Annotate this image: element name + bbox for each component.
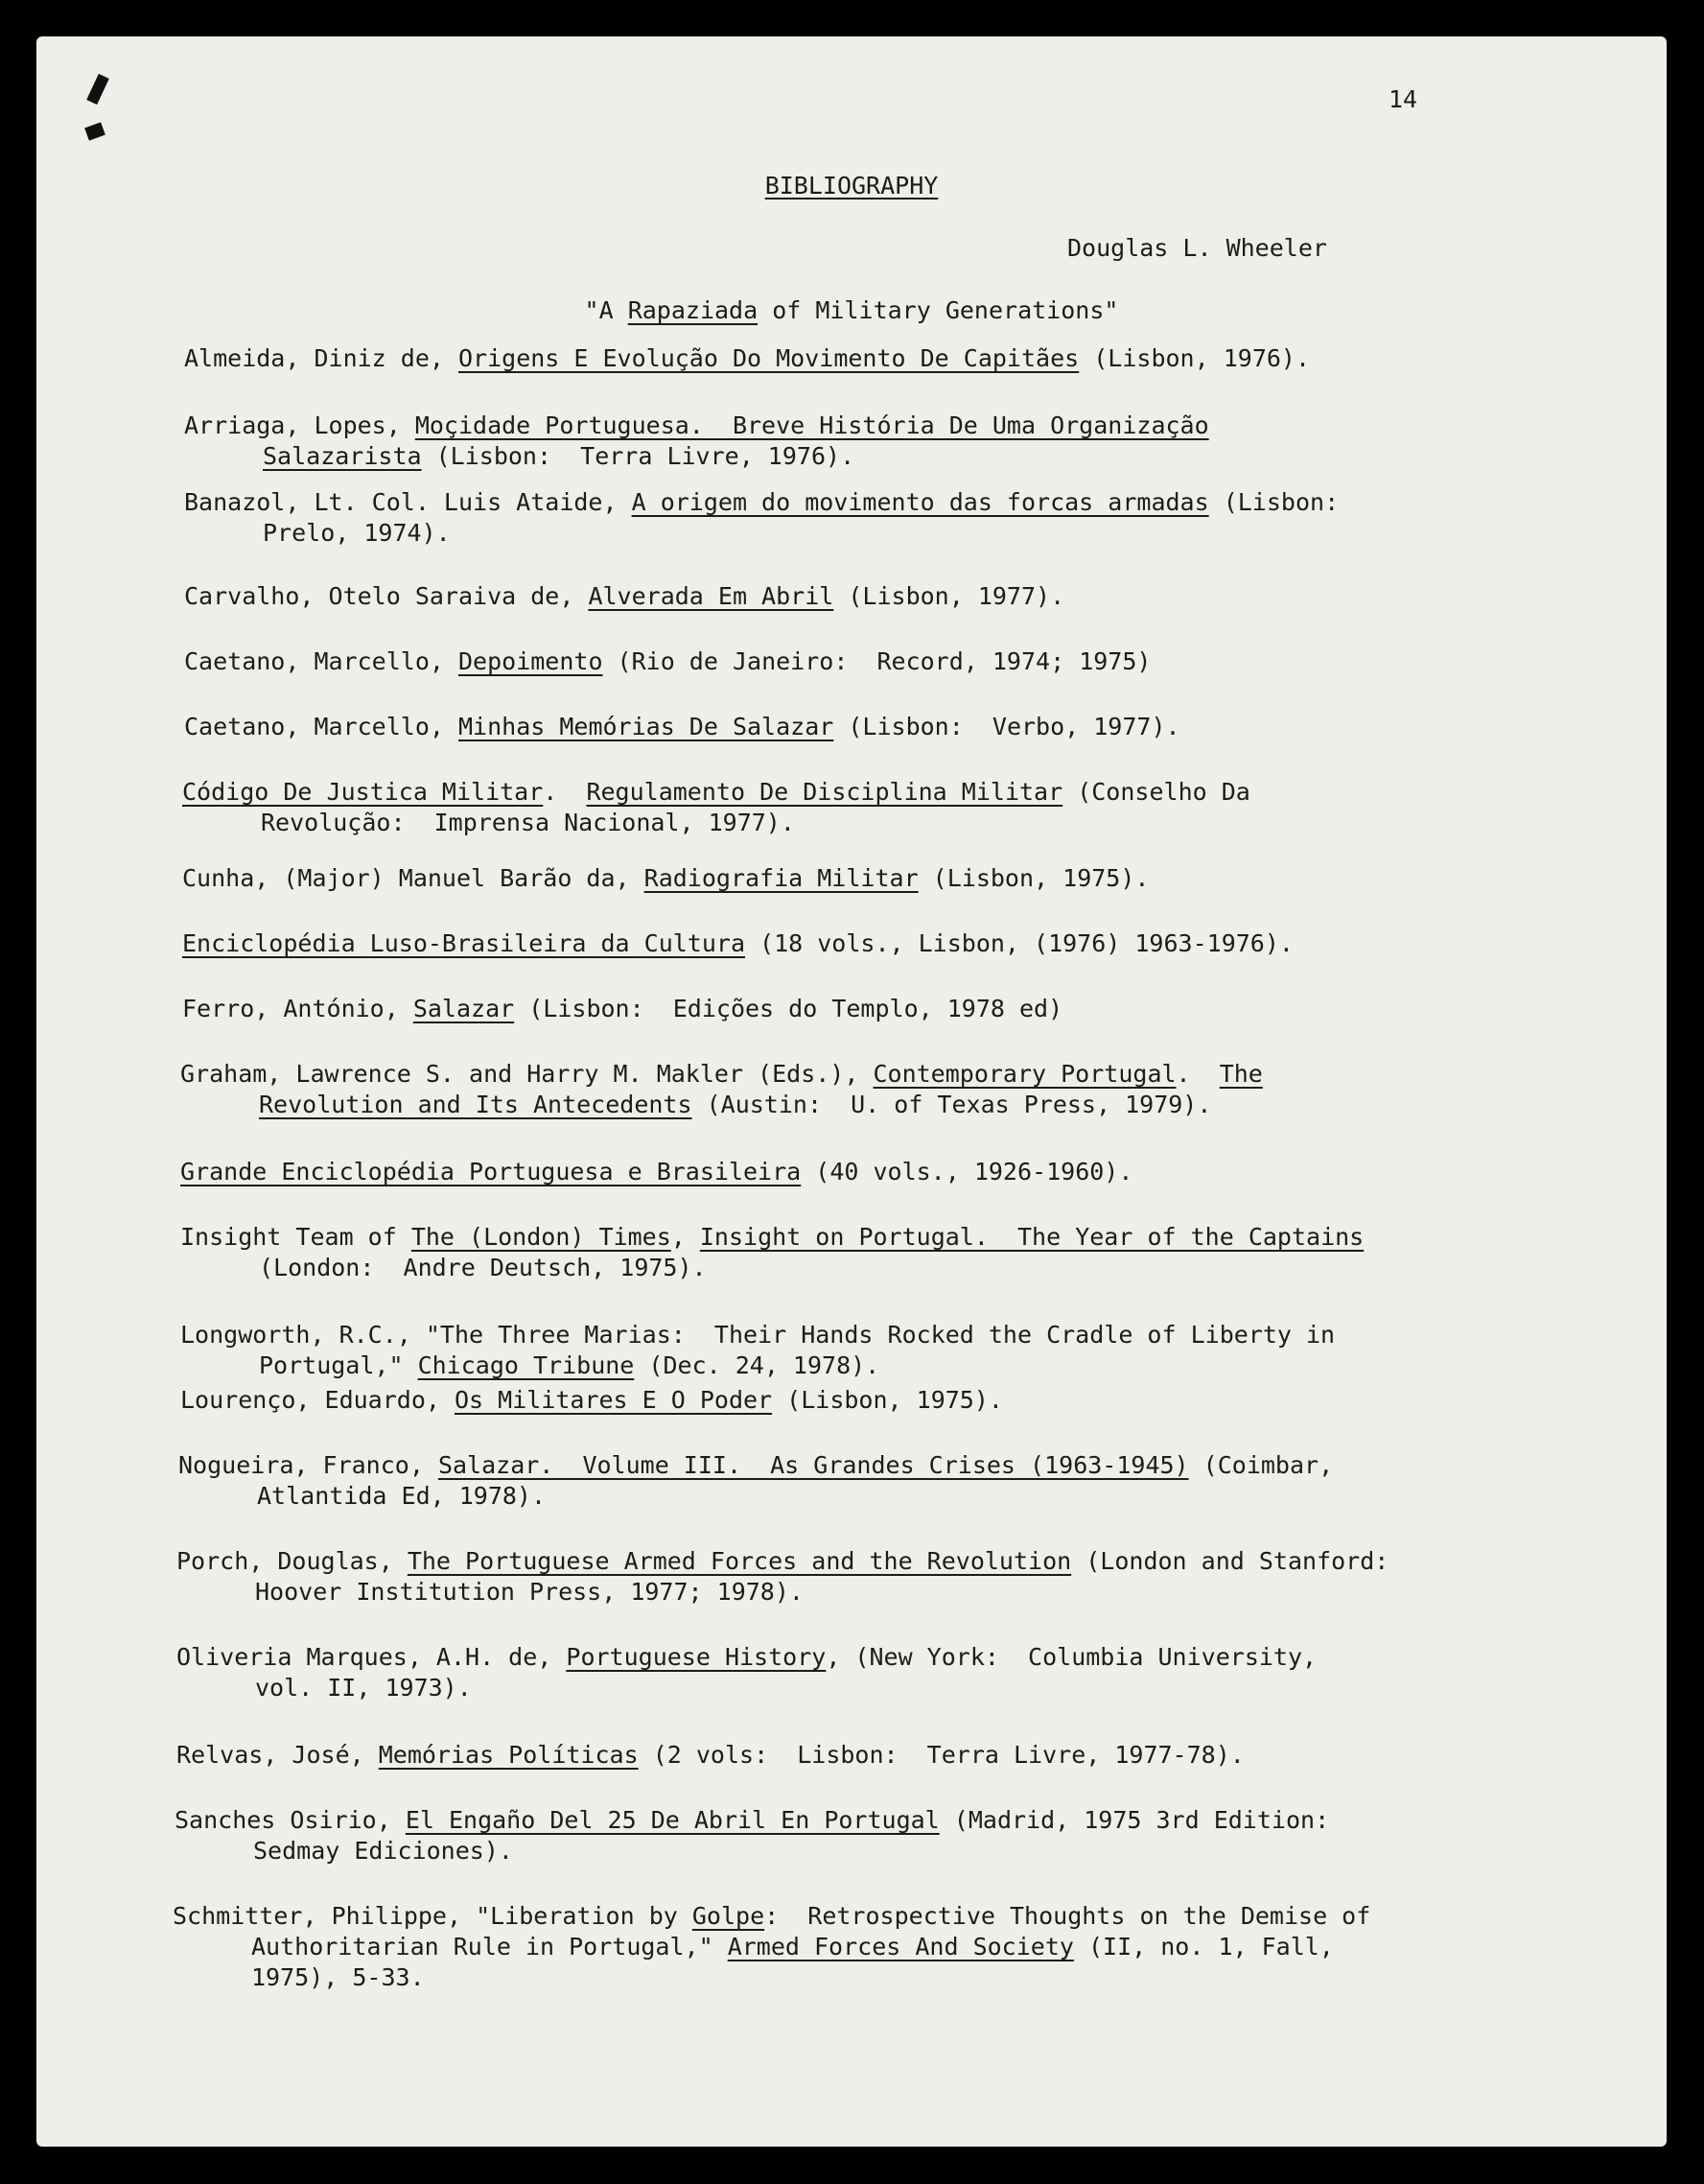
entry-text: Authoritarian Rule in Portugal," <box>251 1933 728 1961</box>
entry-line <box>176 1673 1576 1703</box>
entry-text: (Rio de Janeiro: Record, 1974; 1975) <box>602 647 1152 675</box>
underlined-title: Contemporary Portugal <box>873 1060 1177 1088</box>
entry-line <box>184 411 1584 441</box>
underlined-title: Minhas Memórias De Salazar <box>457 713 834 740</box>
underlined-title: A origem do movimento das forcas armadas <box>631 488 1209 516</box>
entry-text: (Lisbon: Verbo, 1977). <box>833 713 1180 740</box>
entry-text: (Lisbon: Terra Livre, 1976). <box>421 442 855 470</box>
entry-line <box>182 777 1582 808</box>
entry-text: Almeida, Diniz de, <box>184 344 458 372</box>
entry-text: Sedmay Ediciones). <box>253 1837 513 1865</box>
bibliography-entry <box>180 1157 1580 1187</box>
underlined-title: Grande Enciclopédia Portuguesa e Brasileira <box>180 1158 802 1186</box>
entry-line <box>184 487 1584 518</box>
entry-text: Portugal," <box>259 1351 418 1379</box>
underlined-title: Salazar. Volume III. As Grandes Crises (1963-1945) <box>437 1451 1189 1479</box>
underlined-title: Depoimento <box>457 647 603 675</box>
bibliography-entry <box>182 777 1582 838</box>
entry-text: Caetano, Marcello, <box>184 647 458 675</box>
author-name: Douglas L. Wheeler <box>1067 234 1327 262</box>
entry-line <box>184 518 1584 549</box>
entry-text: Prelo, 1974). <box>263 519 451 547</box>
entry-text: (Austin: U. of Texas Press, 1979). <box>691 1091 1212 1118</box>
underlined-title: The Portuguese Armed Forces and the Revolution <box>407 1547 1072 1575</box>
underlined-title: Golpe <box>691 1902 765 1930</box>
entry-text: (Conselho Da <box>1062 778 1250 806</box>
entry-text: , <box>670 1223 700 1251</box>
underlined-title: Regulamento De Disciplina Militar <box>586 778 1063 806</box>
entry-text: Lourenço, Eduardo, <box>180 1386 455 1414</box>
underlined-title: Alverada Em Abril <box>588 582 834 610</box>
bibliography-entry <box>176 1740 1576 1771</box>
underlined-title: Radiografia Militar <box>643 864 919 892</box>
bibliography-entry <box>176 1546 1576 1608</box>
entry-line <box>178 1481 1578 1512</box>
entry-line <box>180 1222 1580 1253</box>
underlined-title: Código De Justica Militar <box>182 778 544 806</box>
entry-text: Longworth, R.C., "The Three Marias: Their Hands Rocked the Cradle of Liberty in <box>180 1321 1336 1349</box>
entry-text: Relvas, José, <box>176 1741 379 1769</box>
underlined-title: The (London) Times <box>410 1223 671 1251</box>
bibliography-entry <box>184 712 1584 742</box>
entry-line <box>182 808 1582 838</box>
entry-line <box>176 1740 1576 1771</box>
bibliography-entry <box>178 1450 1578 1512</box>
entry-text: (2 vols: Lisbon: Terra Livre, 1977-78). <box>638 1741 1245 1769</box>
entry-line <box>184 343 1584 374</box>
ink-mark <box>84 122 105 140</box>
entry-line <box>175 1836 1575 1867</box>
bibliography-entry <box>182 863 1582 894</box>
entry-text: (Madrid, 1975 3rd Edition: <box>939 1806 1330 1834</box>
bibliography-entry <box>184 411 1584 472</box>
entry-text: (London and Stanford: <box>1071 1547 1389 1575</box>
bibliography-entry <box>184 343 1584 374</box>
underlined-title: Moçidade Portuguesa. Breve História De Uma Organização <box>414 411 1209 439</box>
entry-text: Oliveria Marques, A.H. de, <box>176 1643 567 1671</box>
entry-text: Arriaga, Lopes, <box>184 411 415 439</box>
entry-line <box>173 1962 1573 1993</box>
underlined-title: Armed Forces And Society <box>727 1933 1074 1961</box>
underlined-title: Insight on Portugal. The Year of the Captains <box>699 1223 1365 1251</box>
entry-text: 1975), 5-33. <box>251 1963 425 1991</box>
entry-text: . <box>1176 1060 1220 1088</box>
bibliography-entry <box>182 994 1582 1024</box>
entry-text: (Lisbon, 1977). <box>833 582 1065 610</box>
entry-line <box>184 441 1584 472</box>
underlined-title: Salazar <box>412 995 515 1022</box>
entry-text: Insight Team of <box>180 1223 411 1251</box>
underlined-title: Enciclopédia Luso-Brasileira da Cultura <box>182 929 745 957</box>
bibliography-entry <box>176 1642 1576 1703</box>
entry-text: (Lisbon, 1975). <box>918 864 1150 892</box>
entry-text: (Lisbon, 1976). <box>1079 344 1311 372</box>
entry-text: Carvalho, Otelo Saraiva de, <box>184 582 589 610</box>
entry-text: Porch, Douglas, <box>176 1547 408 1575</box>
entry-line <box>182 928 1582 959</box>
underlined-title: Revolution and Its Antecedents <box>259 1091 692 1118</box>
entry-text: vol. II, 1973). <box>255 1674 472 1702</box>
entry-text: (Coimbar, <box>1188 1451 1334 1479</box>
ink-mark <box>86 74 109 105</box>
entry-line <box>180 1090 1580 1120</box>
page-number: 14 <box>1389 85 1418 113</box>
entry-line <box>182 994 1582 1024</box>
entry-line <box>176 1577 1576 1608</box>
entry-text: Ferro, António, <box>182 995 413 1022</box>
entry-line <box>176 1642 1576 1673</box>
entry-line <box>175 1805 1575 1836</box>
underlined-title: Chicago Tribune <box>417 1351 635 1379</box>
underlined-title: The <box>1219 1060 1263 1088</box>
bibliography-entry <box>184 487 1584 549</box>
entry-text: Graham, Lawrence S. and Harry M. Makler (Eds.), <box>180 1060 874 1088</box>
entry-line <box>184 581 1584 612</box>
entry-line <box>176 1546 1576 1577</box>
entry-line <box>184 646 1584 677</box>
underlined-title: El Engaño Del 25 De Abril En Portugal <box>405 1806 940 1834</box>
entry-text: (II, no. 1, Fall, <box>1073 1933 1334 1961</box>
bibliography-entry <box>184 581 1584 612</box>
underlined-title: Portuguese History <box>566 1643 827 1671</box>
bibliography-entry <box>180 1385 1580 1416</box>
entry-text: . <box>543 778 587 806</box>
bibliography-entry <box>180 1320 1580 1381</box>
entry-line <box>180 1385 1580 1416</box>
entry-text: : Retrospective Thoughts on the Demise of <box>764 1902 1371 1930</box>
entry-text: (Dec. 24, 1978). <box>634 1351 880 1379</box>
entry-text: Revolução: Imprensa Nacional, 1977). <box>261 809 795 836</box>
entry-text: Hoover Institution Press, 1977; 1978). <box>255 1578 804 1606</box>
entry-text: (London: Andre Deutsch, 1975). <box>259 1254 707 1281</box>
entry-text: Schmitter, Philippe, "Liberation by <box>173 1902 692 1930</box>
entry-text: (40 vols., 1926-1960). <box>801 1158 1133 1186</box>
entry-line <box>180 1350 1580 1381</box>
entry-text: (Lisbon: <box>1208 488 1340 516</box>
entry-line <box>180 1157 1580 1187</box>
entry-line <box>173 1901 1573 1932</box>
entry-text: Banazol, Lt. Col. Luis Ataide, <box>184 488 632 516</box>
entry-text: (Lisbon: Edições do Templo, 1978 ed) <box>514 995 1063 1022</box>
underlined-title: Origens E Evolução Do Movimento De Capitães <box>457 344 1080 372</box>
entry-text: , (New York: Columbia University, <box>826 1643 1318 1671</box>
bibliography-entry <box>182 928 1582 959</box>
bibliography-entry <box>173 1901 1573 1993</box>
entry-line <box>178 1450 1578 1481</box>
entry-text: (18 vols., Lisbon, (1976) 1963-1976). <box>745 929 1294 957</box>
entry-line <box>173 1932 1573 1962</box>
underlined-title: Memórias Políticas <box>378 1741 639 1769</box>
entry-line <box>180 1320 1580 1350</box>
bibliography-entry <box>184 646 1584 677</box>
entry-line <box>182 863 1582 894</box>
entry-text: Nogueira, Franco, <box>178 1451 438 1479</box>
entry-text: Atlantida Ed, 1978). <box>257 1482 547 1510</box>
bibliography-entry <box>180 1059 1580 1120</box>
entry-text: Sanches Osirio, <box>175 1806 406 1834</box>
entry-text: (Lisbon, 1975). <box>772 1386 1003 1414</box>
bibliography-entry <box>175 1805 1575 1867</box>
entry-text: Caetano, Marcello, <box>184 713 458 740</box>
bibliography-heading: BIBLIOGRAPHY <box>764 172 939 200</box>
entry-text: Cunha, (Major) Manuel Barão da, <box>182 864 644 892</box>
entry-line <box>184 712 1584 742</box>
underlined-title: Salazarista <box>263 442 422 470</box>
bibliography-entry <box>180 1222 1580 1283</box>
entry-line <box>180 1253 1580 1283</box>
paper-title: "A Rapaziada of Military Generations" <box>584 296 1119 324</box>
document-page <box>36 36 1667 2147</box>
underlined-title: Os Militares E O Poder <box>454 1386 773 1414</box>
entry-line <box>180 1059 1580 1090</box>
